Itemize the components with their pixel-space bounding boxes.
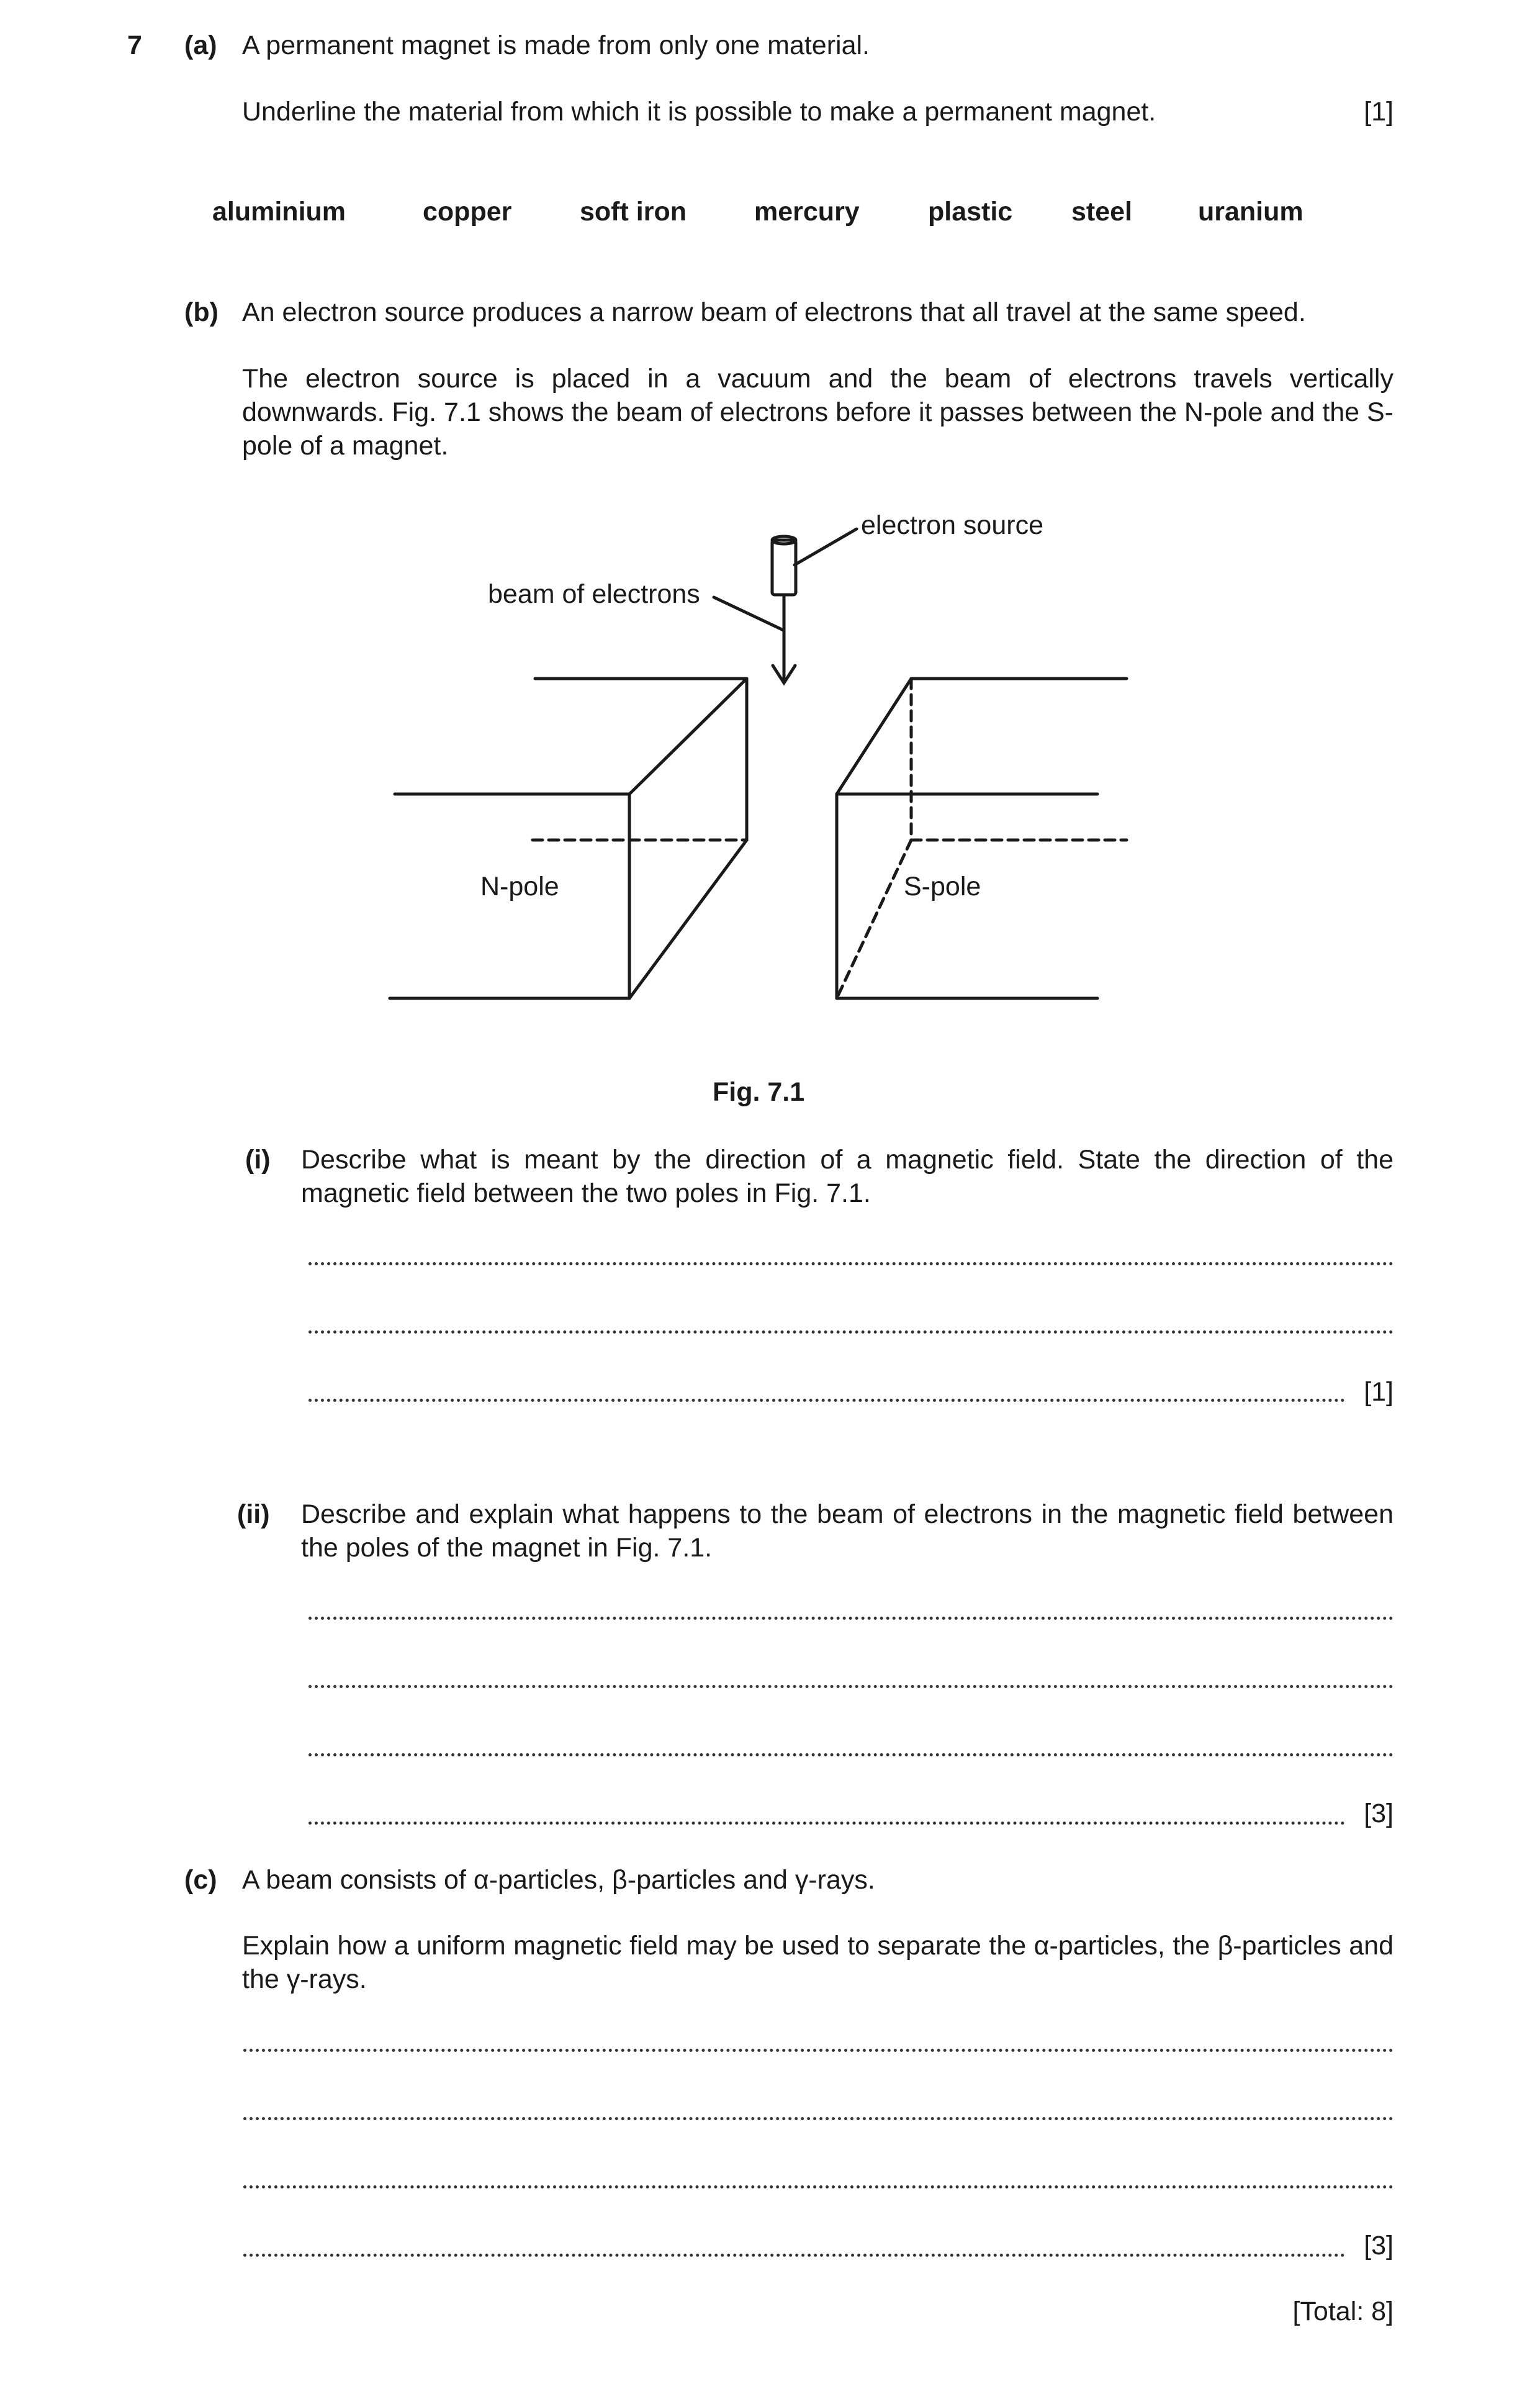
part-c-instruction: Explain how a uniform magnetic field may be used to separate the α-particles, the β-particles and the γ-rays. [242, 1931, 1394, 1994]
answer-line[interactable] [308, 1262, 1394, 1265]
answer-line[interactable] [308, 1822, 1345, 1825]
material-option[interactable]: uranium [1198, 197, 1304, 227]
part-b-description: The electron source is placed in a vacuum and the beam of electrons travels vertically downwards. Fig. 7.1 shows the beam of electrons before it passes between the N-pole and the S-pole of a magnet. [242, 364, 1394, 461]
part-c-intro: A beam consists of α-particles, β-particles and γ-rays. [242, 1865, 875, 1895]
material-option[interactable]: soft iron [580, 197, 687, 227]
part-a-intro: A permanent magnet is made from only one material. [242, 30, 870, 60]
part-b-i-label: (i) [245, 1145, 271, 1175]
answer-line[interactable] [308, 1685, 1394, 1688]
answer-line[interactable] [243, 2185, 1394, 2188]
material-option[interactable]: plastic [928, 197, 1013, 227]
electron-source-label: electron source [861, 510, 1043, 540]
part-b-label: (b) [184, 297, 218, 327]
question-total: [Total: 8] [1292, 2296, 1394, 2326]
answer-line[interactable] [308, 1617, 1394, 1620]
part-a-marks: [1] [1364, 97, 1394, 127]
answer-line[interactable] [308, 1399, 1345, 1402]
beam-leader-line [714, 597, 783, 630]
answer-line[interactable] [308, 1330, 1394, 1334]
material-option[interactable]: aluminium [212, 197, 346, 227]
n-pole-label: N-pole [480, 872, 559, 901]
source-leader-line [795, 529, 857, 565]
n-pole-block [390, 679, 747, 998]
material-option[interactable]: mercury [754, 197, 860, 227]
part-c-marks: [3] [1364, 2231, 1394, 2260]
question-number: 7 [127, 30, 142, 60]
part-a-label: (a) [184, 30, 217, 60]
part-b-ii-question: Describe and explain what happens to the beam of electrons in the magnetic field between the poles of the magnet in Fig. 7.1. [301, 1499, 1394, 1563]
part-b-i-question: Describe what is meant by the direction of a magnetic field. State the direction of the magnetic field between the two poles in Fig. 7.1. [301, 1145, 1394, 1208]
part-a-instruction: Underline the material from which it is possible to make a permanent magnet. [242, 97, 1156, 127]
part-b-intro: An electron source produces a narrow beam of electrons that all travel at the same speed. [242, 297, 1306, 327]
figure-caption: Fig. 7.1 [713, 1077, 805, 1107]
electron-source-icon [772, 536, 796, 595]
part-b-i-marks: [1] [1364, 1377, 1394, 1407]
answer-line[interactable] [243, 2049, 1394, 2052]
electron-beam-arrow-icon [773, 595, 795, 683]
answer-line[interactable] [243, 2254, 1345, 2257]
s-pole-label: S-pole [904, 872, 981, 901]
part-b-ii-marks: [3] [1364, 1799, 1394, 1828]
part-c-label: (c) [184, 1865, 217, 1895]
answer-line[interactable] [308, 1753, 1394, 1756]
s-pole-block [837, 679, 1127, 998]
material-option[interactable]: copper [423, 197, 512, 227]
answer-line[interactable] [243, 2117, 1394, 2120]
beam-of-electrons-label: beam of electrons [488, 579, 700, 609]
material-option[interactable]: steel [1071, 197, 1133, 227]
part-b-ii-label: (ii) [237, 1499, 270, 1529]
